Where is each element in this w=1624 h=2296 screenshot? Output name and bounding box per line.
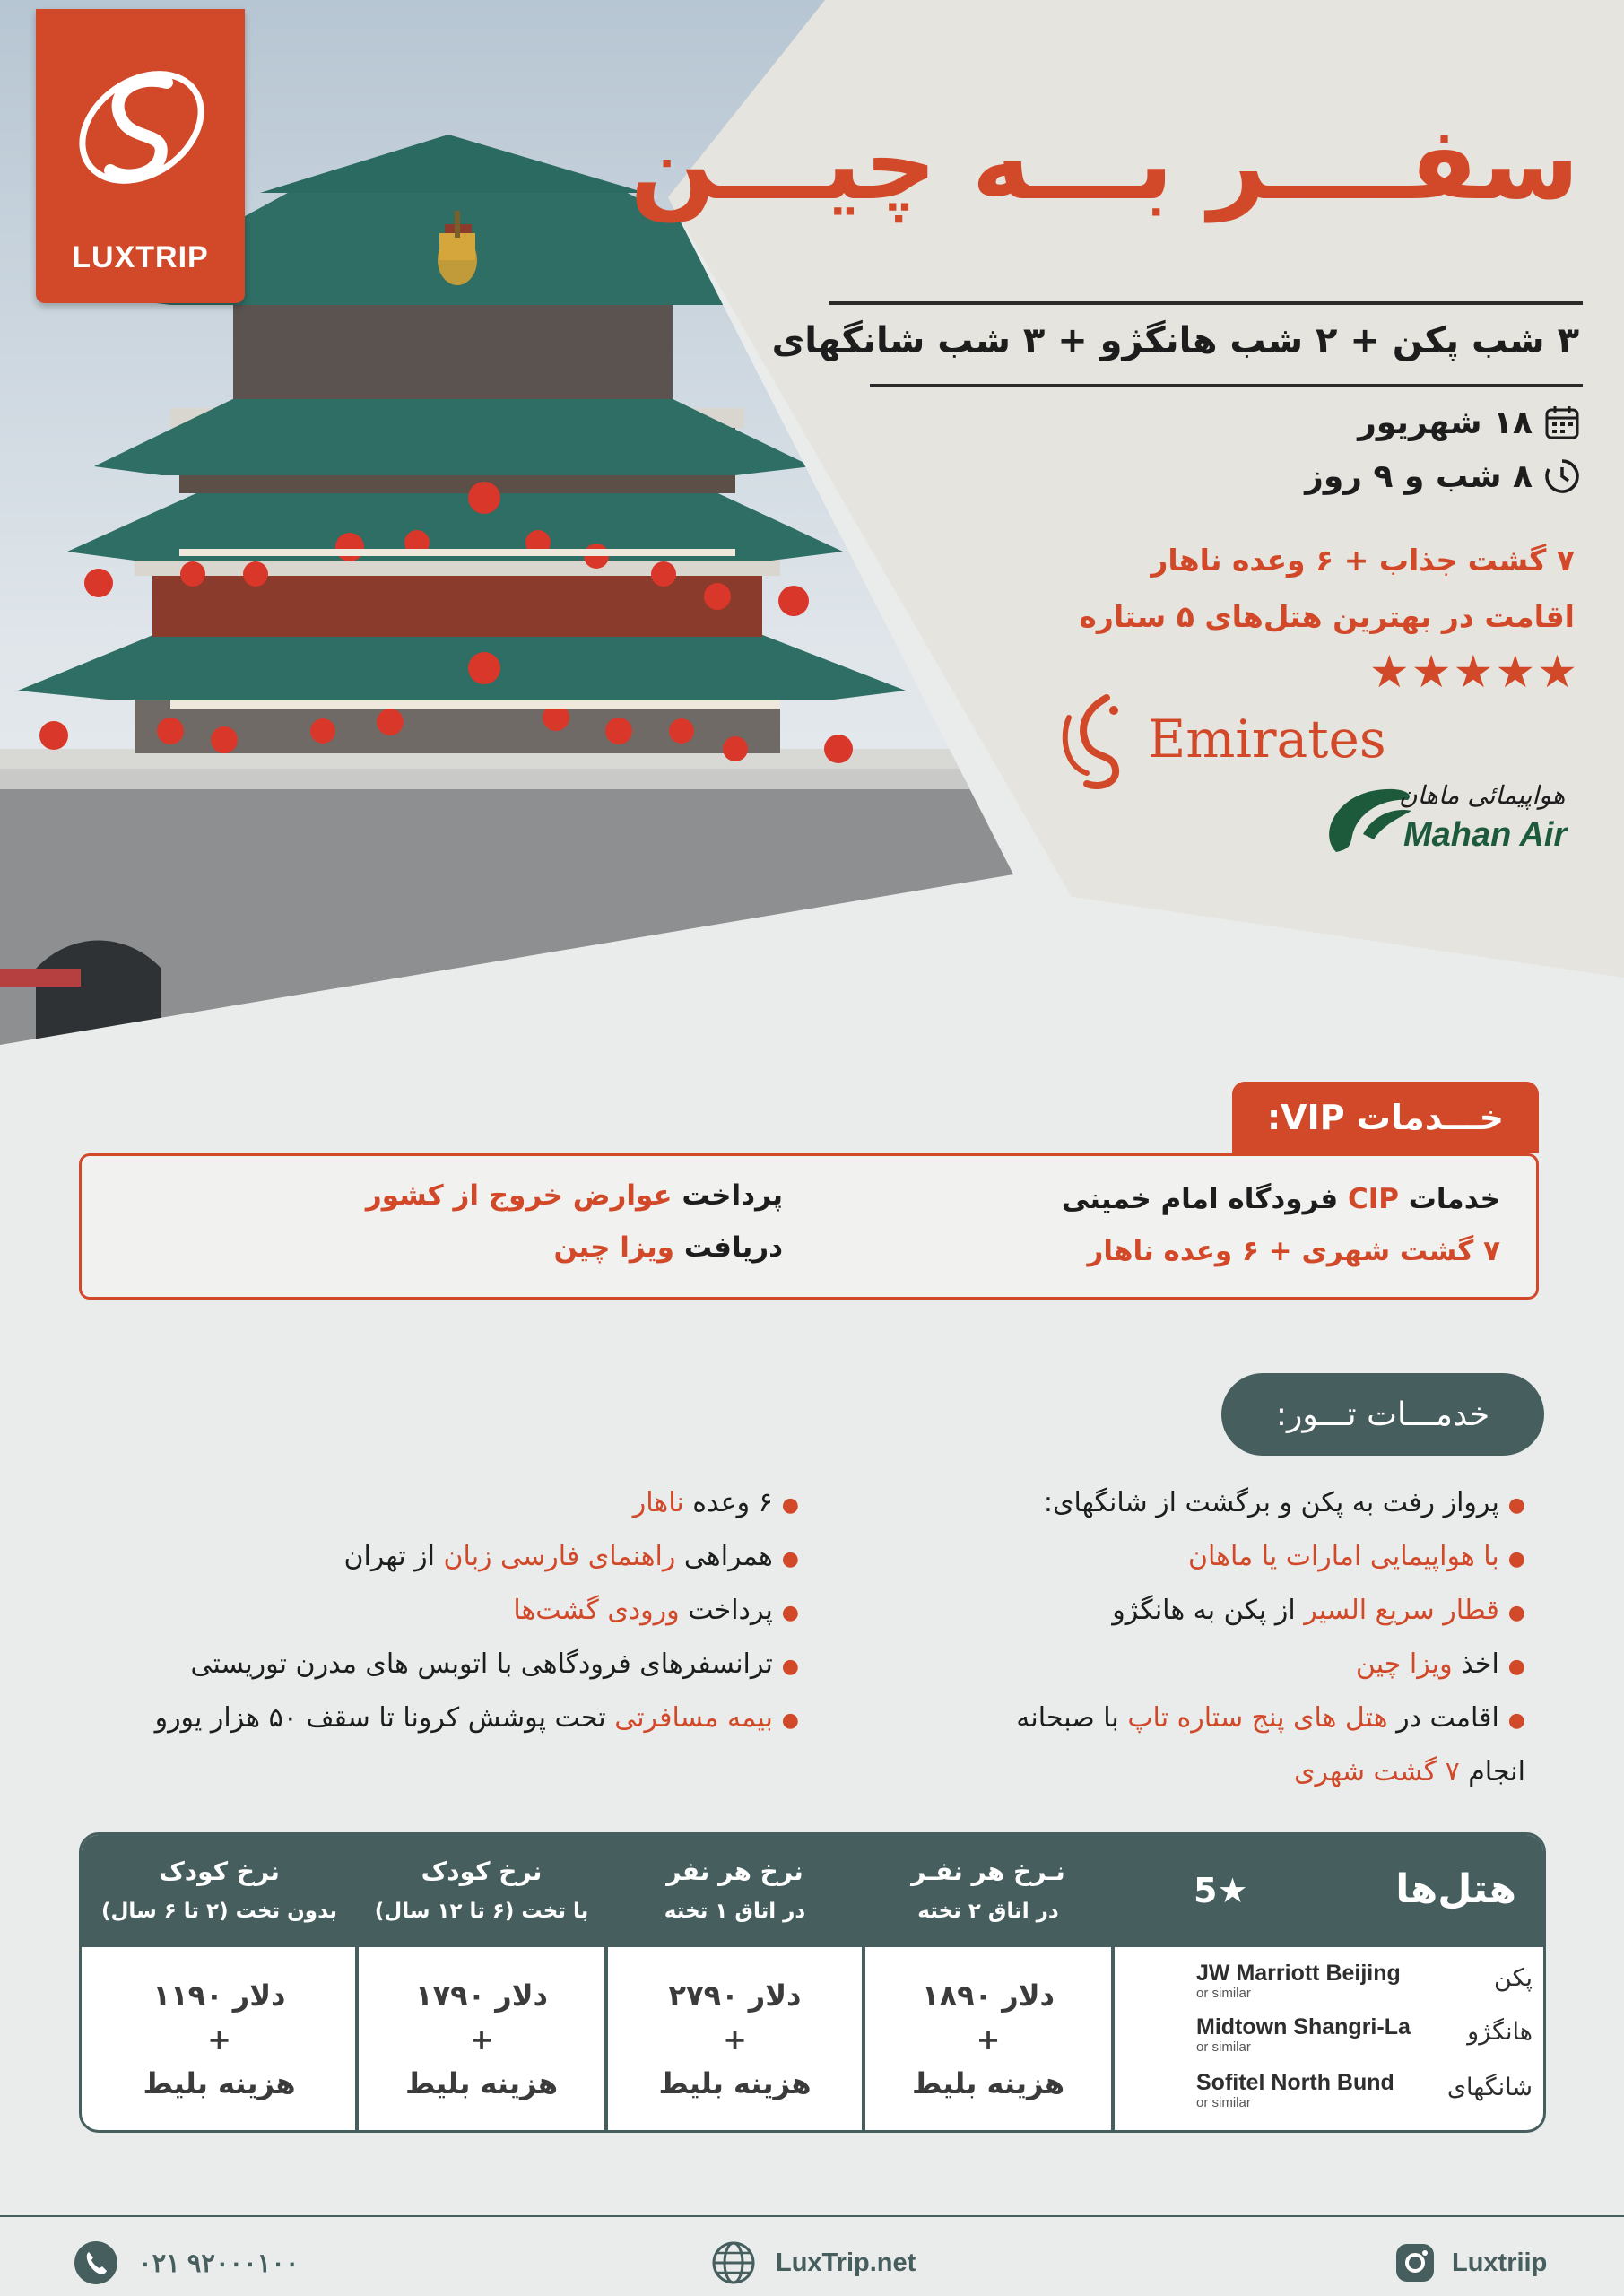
star-rating-header: 5★ bbox=[1194, 1871, 1248, 1910]
column-subtitle: بدون تخت (۲ تا ۶ سال) bbox=[100, 1899, 338, 1923]
bullet-icon: ● bbox=[1507, 1709, 1525, 1732]
footer-phone[interactable] bbox=[74, 2240, 299, 2285]
column-subtitle: با تخت (۶ تا ۱۲ سال) bbox=[374, 1899, 589, 1923]
service-text: همراهی bbox=[675, 1541, 773, 1572]
service-accent: ناهار bbox=[632, 1487, 684, 1518]
price-value: ۱۷۹۰ دلار bbox=[415, 1979, 548, 2013]
clock-icon bbox=[1543, 457, 1581, 495]
vip-line-text: پرداخت bbox=[672, 1179, 783, 1212]
tour-service-item bbox=[117, 1487, 799, 1541]
vip-line-tours bbox=[1087, 1235, 1500, 1267]
column-title: نرخ کودک bbox=[159, 1856, 280, 1886]
service-text: اخذ bbox=[1452, 1648, 1499, 1680]
vip-line-visa bbox=[554, 1231, 783, 1264]
service-text: پرواز رفت به پکن و برگشت از شانگهای: bbox=[1043, 1487, 1499, 1518]
vip-services-box bbox=[79, 1153, 1539, 1300]
price-value: ۱۸۹۰ دلار bbox=[922, 1979, 1055, 2013]
hotel-row-hangzhou bbox=[1196, 2014, 1541, 2066]
tour-service-item bbox=[969, 1702, 1525, 1756]
vip-line-text: خدمات bbox=[1398, 1183, 1500, 1215]
service-text: ترانسفرهای فرودگاهی با اتوبس های مدرن توریستی bbox=[190, 1648, 773, 1680]
service-text: اقامت در bbox=[1387, 1702, 1499, 1734]
emirates-emblem-icon bbox=[1051, 691, 1133, 794]
price-value: ۱۱۹۰ دلار bbox=[152, 1979, 286, 2013]
vip-line-text: دریافت bbox=[674, 1231, 783, 1264]
service-text: تحت پوشش کرونا تا سقف ۵۰ هزار یورو bbox=[154, 1702, 615, 1734]
hero-banner bbox=[0, 0, 1624, 1058]
service-accent: هتل های پنج ستاره تاپ bbox=[1127, 1702, 1388, 1734]
hotel-name: JW Marriott Beijing bbox=[1196, 1961, 1401, 1986]
bullet-icon: ● bbox=[1507, 1494, 1525, 1517]
bullet-icon: ● bbox=[1507, 1548, 1525, 1570]
tour-service-item bbox=[117, 1541, 799, 1595]
bullet-icon: ● bbox=[781, 1602, 799, 1624]
instagram-icon bbox=[1393, 2240, 1437, 2285]
table-header-child-no-bed bbox=[82, 1835, 357, 1947]
vip-line-accent: عوارض خروج از کشور bbox=[365, 1179, 673, 1212]
price-plus: + bbox=[469, 2022, 494, 2057]
tagline-hotels: اقامت در بهترین هتل‌های ۵ ستاره bbox=[1079, 599, 1575, 634]
bullet-icon: ● bbox=[781, 1494, 799, 1517]
tour-service-item bbox=[969, 1541, 1525, 1595]
service-text: از پکن به هانگژو bbox=[1112, 1595, 1305, 1626]
service-accent: با هواپیمایی امارات یا ماهان bbox=[1187, 1541, 1499, 1572]
service-accent: ویزا چین bbox=[1355, 1648, 1453, 1680]
service-accent: راهنمای فارسی زبان bbox=[443, 1541, 676, 1572]
tour-service-item bbox=[969, 1648, 1525, 1702]
service-accent: ۷ گشت شهری bbox=[1293, 1756, 1460, 1787]
hotel-city: شانگهای bbox=[1446, 2074, 1533, 2101]
vip-line-cip bbox=[1062, 1183, 1500, 1215]
bullet-icon: ● bbox=[781, 1709, 799, 1732]
title-rule-top bbox=[829, 301, 1583, 305]
hotel-name: Sofitel North Bund bbox=[1196, 2070, 1394, 2095]
price-table bbox=[79, 1832, 1546, 2133]
tour-service-item bbox=[117, 1595, 799, 1648]
tagline-tours: ۷ گشت جذاب + ۶ وعده ناهار bbox=[1151, 543, 1575, 578]
service-text: پرداخت bbox=[679, 1595, 773, 1626]
vip-line-accent: ویزا چین bbox=[553, 1231, 675, 1264]
title-rule-bottom bbox=[870, 384, 1583, 387]
hotel-similar: or similar bbox=[1196, 1986, 1251, 2001]
vip-line-text: فرودگاه امام خمینی bbox=[1061, 1183, 1348, 1215]
service-accent: ورودی گشت‌ها bbox=[513, 1595, 680, 1626]
price-single-room bbox=[606, 1947, 864, 2133]
table-header-child-with-bed bbox=[357, 1835, 606, 1947]
table-header-hotels bbox=[1113, 1835, 1543, 1947]
footer-website[interactable] bbox=[711, 2240, 916, 2285]
service-accent: بیمه مسافرتی bbox=[614, 1702, 773, 1734]
five-stars: ★★★★★ bbox=[1368, 646, 1579, 698]
tour-service-item bbox=[969, 1595, 1525, 1648]
footer-instagram[interactable] bbox=[1393, 2240, 1547, 2285]
table-header-double-room bbox=[864, 1835, 1113, 1947]
tour-services-left-column bbox=[117, 1487, 799, 1756]
tour-service-item bbox=[969, 1756, 1525, 1810]
service-text: ۶ وعده bbox=[683, 1487, 773, 1518]
phone-number: ۰۲۱ ۹۲۰۰۰۱۰۰ bbox=[138, 2248, 300, 2278]
price-child-with-bed bbox=[357, 1947, 606, 2133]
bullet-icon: ● bbox=[1507, 1656, 1525, 1678]
service-text: انجام bbox=[1459, 1756, 1525, 1787]
website-url: LuxTrip.net bbox=[776, 2248, 916, 2277]
bullet-icon: ● bbox=[781, 1656, 799, 1678]
tour-service-item bbox=[117, 1702, 799, 1756]
calendar-icon bbox=[1543, 404, 1581, 441]
price-plus: + bbox=[976, 2022, 1001, 2057]
service-text: از تهران bbox=[343, 1541, 444, 1572]
tour-duration: ۸ شب و ۹ روز bbox=[1305, 457, 1533, 495]
service-text: با صبحانه bbox=[1016, 1702, 1128, 1734]
vip-services-heading: خـــدمات VIP: bbox=[1232, 1082, 1539, 1153]
emirates-wordmark: Emirates bbox=[1148, 709, 1386, 770]
price-child-no-bed bbox=[82, 1947, 357, 2133]
mahan-air-logo bbox=[1318, 773, 1587, 863]
hotel-city: پکن bbox=[1494, 1964, 1533, 1992]
hotel-similar: or similar bbox=[1196, 2095, 1251, 2110]
date-row bbox=[1358, 404, 1581, 441]
hotel-row-beijing bbox=[1196, 1961, 1541, 2013]
hotel-similar: or similar bbox=[1196, 2039, 1251, 2055]
service-accent: قطار سریع السیر bbox=[1304, 1595, 1499, 1626]
tour-date: ۱۸ شهریور bbox=[1358, 404, 1533, 441]
column-subtitle: در اتاق ۱ تخته bbox=[664, 1899, 806, 1923]
vip-line-accent: CIP bbox=[1347, 1183, 1399, 1215]
price-note: هزینه بلیط bbox=[658, 2066, 812, 2100]
price-note: هزینه بلیط bbox=[911, 2066, 1065, 2100]
table-header-single-room bbox=[606, 1835, 864, 1947]
footer-divider bbox=[0, 2215, 1624, 2217]
mahan-air-persian: هواپیمائی ماهان bbox=[1399, 780, 1566, 810]
price-double-room bbox=[864, 1947, 1113, 2133]
tour-services-right-column bbox=[969, 1487, 1525, 1810]
tour-service-item bbox=[117, 1648, 799, 1702]
hotels-header: هتل‌ها bbox=[1395, 1866, 1516, 1912]
column-title: نرخ هر نفر bbox=[666, 1856, 803, 1886]
hotel-row-shanghai bbox=[1196, 2070, 1541, 2122]
price-plus: + bbox=[723, 2022, 747, 2057]
tour-service-item bbox=[969, 1487, 1525, 1541]
vip-line-exit-fees bbox=[366, 1179, 783, 1212]
vip-line-accent: ۷ گشت شهری + ۶ وعده ناهار bbox=[1087, 1235, 1500, 1267]
mahan-air-english: Mahan Air bbox=[1403, 816, 1568, 854]
price-note: هزینه بلیط bbox=[404, 2066, 559, 2100]
bullet-icon: ● bbox=[781, 1548, 799, 1570]
price-note: هزینه بلیط bbox=[143, 2066, 296, 2100]
column-title: نرخ کودک bbox=[421, 1856, 543, 1886]
globe-icon bbox=[711, 2240, 756, 2285]
phone-icon bbox=[74, 2240, 118, 2285]
brand-name: LUXTRIP bbox=[72, 240, 209, 274]
column-title: نـرخ هر نفـر bbox=[911, 1856, 1065, 1886]
luxtrip-logo[interactable] bbox=[36, 9, 245, 303]
hotel-city: هانگژو bbox=[1467, 2018, 1533, 2046]
bullet-icon: ● bbox=[1507, 1602, 1525, 1624]
hotel-name: Midtown Shangri-La bbox=[1196, 2014, 1411, 2039]
luxtrip-logo-icon bbox=[70, 56, 213, 199]
instagram-handle: Luxtriip bbox=[1452, 2248, 1548, 2277]
price-plus: + bbox=[207, 2022, 231, 2057]
tour-services-heading: خدمـــات تـــور: bbox=[1221, 1373, 1544, 1456]
route-text: ۳ شب پکن + ۲ شب هانگژو + ۳ شب شانگهای bbox=[771, 320, 1579, 361]
duration-row bbox=[1305, 457, 1581, 495]
column-subtitle: در اتاق ۲ تخته bbox=[917, 1899, 1059, 1923]
price-value: ۲۷۹۰ دلار bbox=[668, 1979, 802, 2013]
page-title: سفــــر بـــه چیـــن bbox=[630, 106, 1579, 222]
